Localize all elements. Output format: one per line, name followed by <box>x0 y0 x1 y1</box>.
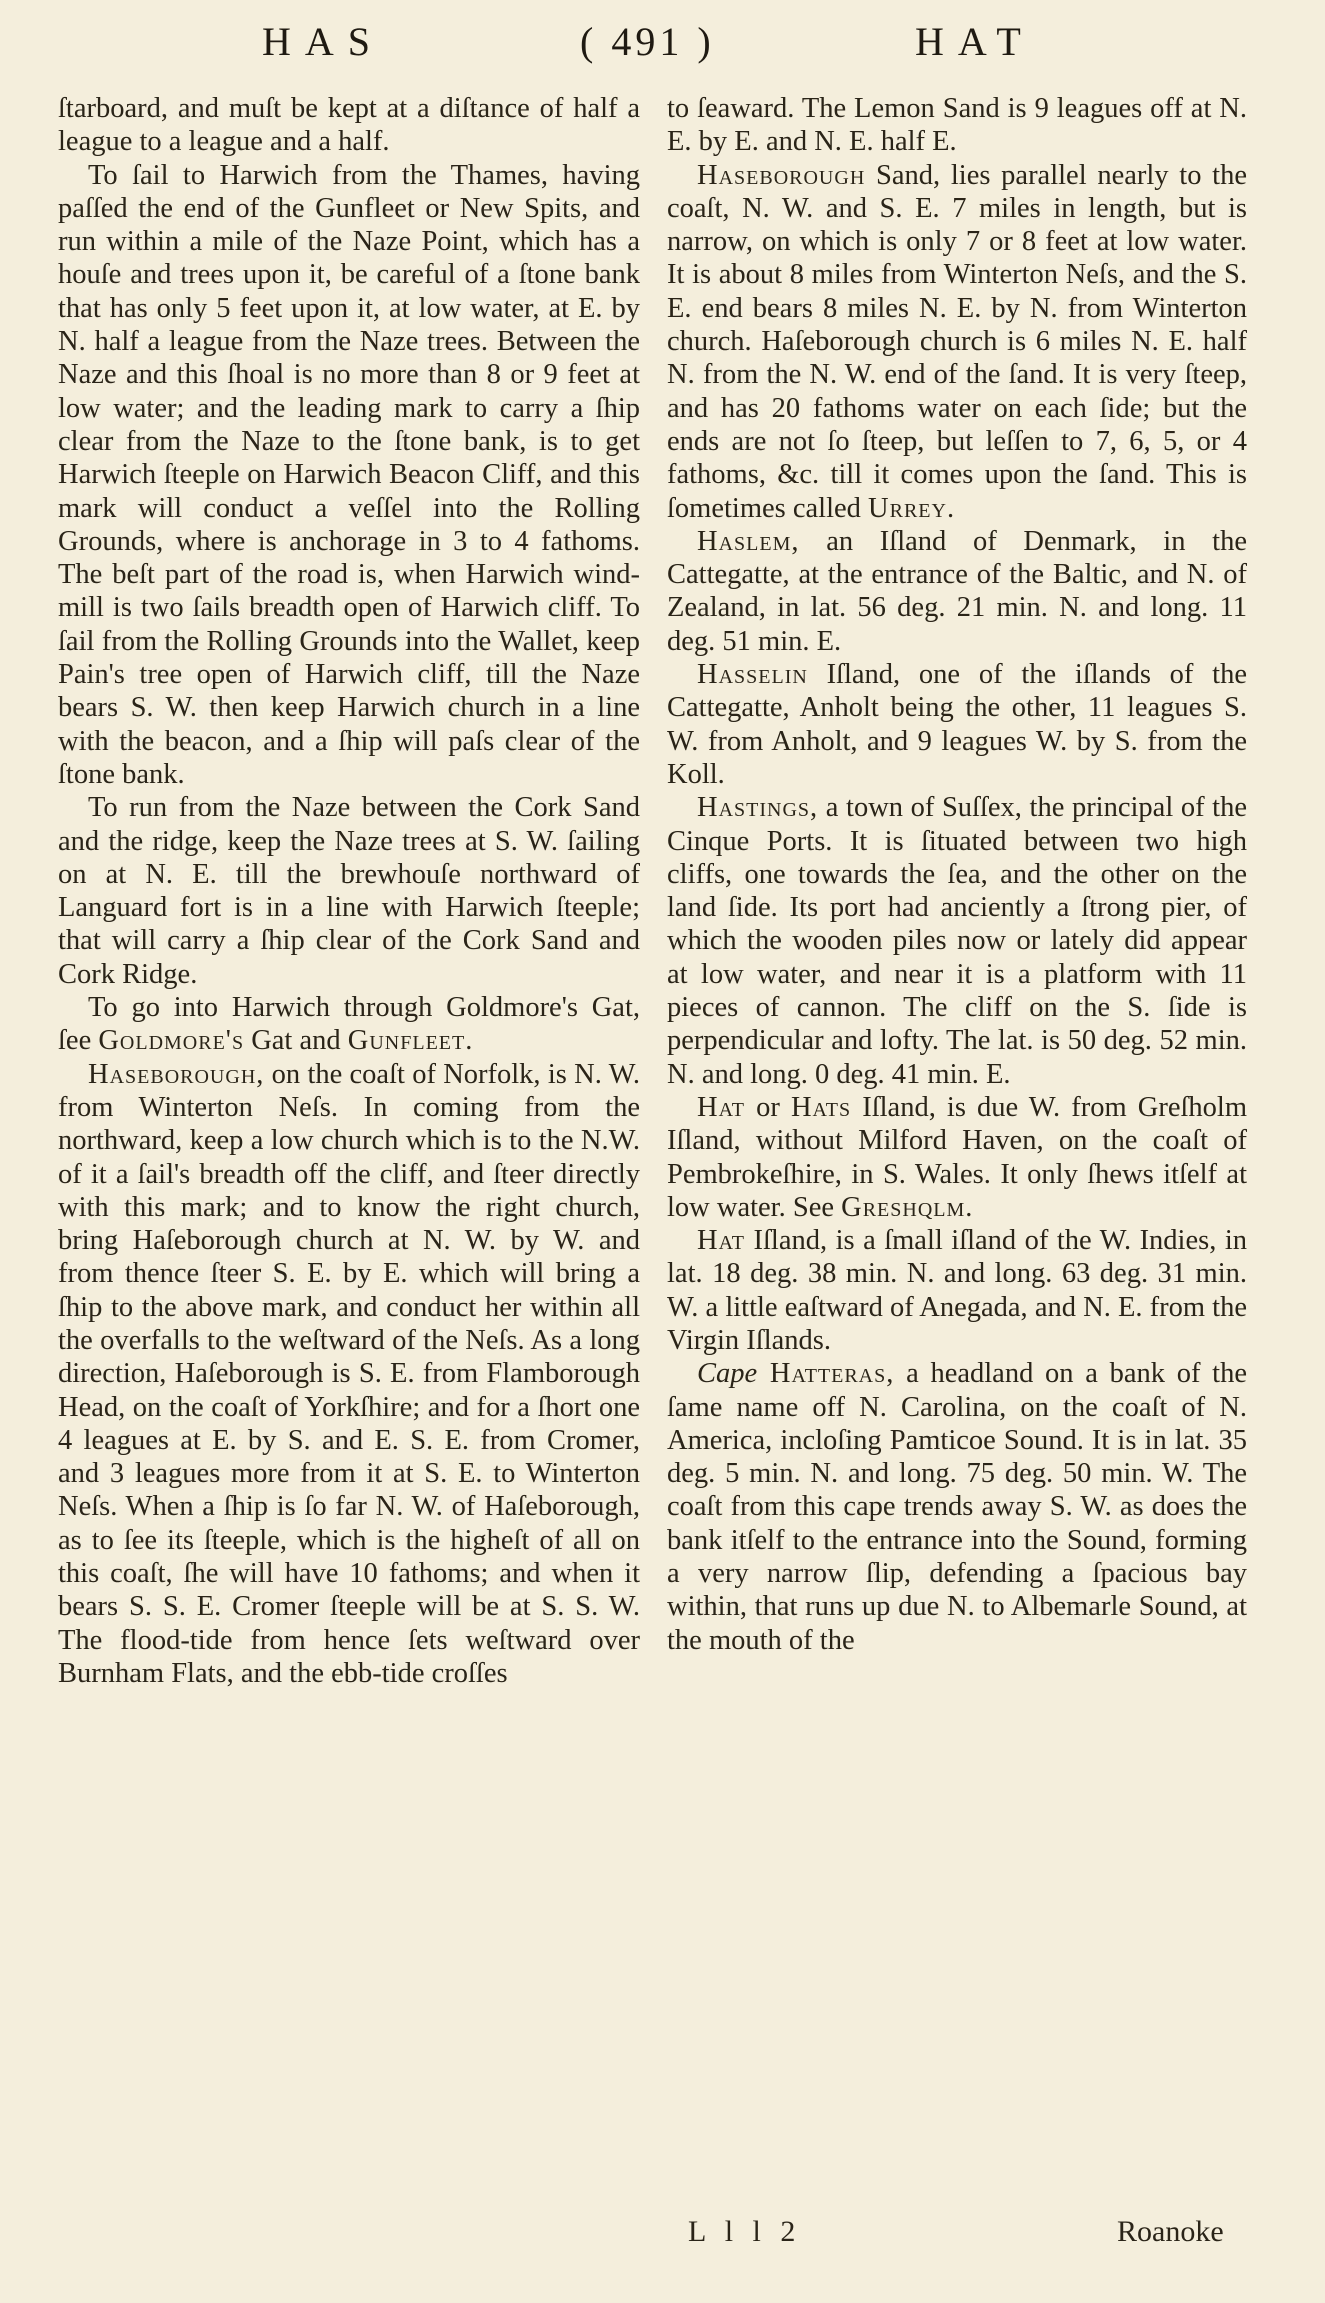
entry-headword: Hatteras, <box>757 1358 895 1390</box>
entry-prefix: Cape <box>697 1358 758 1390</box>
entry-hastings <box>667 791 1247 1091</box>
left-column <box>58 92 640 1690</box>
cross-reference: Gunfleet. <box>347 1025 474 1057</box>
page-number: ( 491 ) <box>580 19 715 64</box>
cross-reference: Goldmore's <box>98 1025 245 1057</box>
entry-text: or <box>745 1091 791 1123</box>
running-header <box>0 18 1325 78</box>
entry-headword: Hat <box>697 1091 746 1123</box>
entry-haseborough-sand <box>667 159 1247 525</box>
header-right-word: HAT <box>915 19 1035 64</box>
entry-headword: Hasselin <box>697 659 808 691</box>
entry-headword: Haseborough <box>697 159 866 191</box>
entry-haslem <box>667 525 1247 658</box>
cross-reference: Greshqlm. <box>841 1191 974 1223</box>
entry-text: a headland on a bank of the ſame name off N. Carolina, on the coaſt of N. America, incloſing Pamticoe Sound. It is in lat. 35 deg. 5 min. N. and long. 75 deg. 50 min. W. The coaſt from this cape trends away S. W. as does the bank itſelf to the entrance into the Sound, forming a very narrow ſlip, defending a ſpacious bay within, that runs up due N. to Albemarle Sound, at the mouth of the <box>667 1358 1247 1656</box>
entry-text: Iſland, is a ſmall iſland of the W. Indies, in lat. 18 deg. 38 min. N. and long. 63 deg. 31 min. W. a little eaſtward of Anegada, and N. E. from the Virgin Iſlands. <box>667 1225 1247 1356</box>
entry-text: Iſland, one of the iſlands of the Cattegatte, Anholt being the other, 11 leagues S. W. from Anholt, and 9 leagues W. by S. from the Koll. <box>667 659 1247 790</box>
text: To go into Harwich through Goldmore's Gat, ſee <box>58 992 640 1057</box>
header-left-word: HAS <box>262 19 385 64</box>
entry-text: an Iſland of Denmark, in the Cattegatte, at the entrance of the Baltic, and N. of Zealand, in lat. 56 deg. 21 min. N. and long. 11 deg. 51 min. E. <box>667 525 1247 657</box>
paragraph-continued: ſtarboard, and muſt be kept at a diſtance of half a league to a league and a half. <box>58 93 640 158</box>
text: Gat and <box>244 1025 348 1057</box>
entry-cape-hatteras <box>667 1357 1247 1657</box>
entry-text: on the coaſt of Norfolk, is N. W. from Winterton Neſs. In coming from the northward, keep a low church which is to the N.W. of it a ſail's breadth off the cliff, and ſteer directly with this mark; and to know the right church, bring Haſeborough church at N. W. by W. and from thence ſteer S. E. by E. which will bring a ſhip to the above mark, and conduct her within all the overfalls to the weſtward of the Neſs. As a long direction, Haſeborough is S. E. from Flamborough Head, on the coaſt of Yorkſhire; and for a ſhort one 4 leagues at E. by S. and E. S. E. from Cromer, and 3 leagues more from it at S. E. to Winterton Neſs. When a ſhip is ſo far N. W. of Haſeborough, as to ſee its ſteeple, which is the higheſt of all on this coaſt, ſhe will have 10 fathoms; and when it bears S. S. E. Cromer ſteeple will be at S. S. W. The flood-tide from hence ſets weſtward over Burnham Flats, and the ebb-tide croſſes <box>58 1058 640 1689</box>
paragraph-harwich-sailing: To ſail to Harwich from the Thames, having paſſed the end of the Gunfleet or New Spits, and run within a mile of the Naze Point, which has a houſe and trees upon it, be careful of a ſtone bank that has only 5 feet upon it, at low water, at E. by N. half a league from the Naze trees. Between the Naze and this ſhoal is no more than 8 or 9 feet at low water; and the leading mark to carry a ſhip clear from the Naze to the ſtone bank, is to get Harwich ſteeple on Harwich Beacon Cliff, and this mark will conduct a veſſel into the Rolling Grounds, where is anchorage in 3 to 4 fathoms. The beſt part of the road is, when Harwich wind-mill is two ſails breadth open of Harwich cliff. To ſail from the Rolling Grounds into the Wallet, keep Pain's tree open of Harwich cliff, till the Naze bears S. W. then keep Harwich church in a line with the beacon, and a ſhip will paſs clear of the ſtone bank. <box>58 159 640 790</box>
entry-hat-island <box>667 1224 1247 1357</box>
signature-mark: L l l 2 <box>688 2215 802 2248</box>
entry-headword: Hat <box>697 1225 746 1257</box>
page-footer <box>0 2215 1325 2255</box>
entry-hasselin <box>667 658 1247 791</box>
paragraph-goldmore-gat <box>58 991 640 1058</box>
entry-haseborough <box>58 1058 640 1691</box>
paragraph-naze-cork-sand: To run from the Naze between the Cork Sand and the ridge, keep the Naze trees at S. W. ſailing on at N. E. till the brewhouſe northward of Languard fort is in a line with Harwich ſteeple; that will carry a ſhip clear of the Cork Sand and Cork Ridge. <box>58 792 640 990</box>
paragraph-continued: to ſeaward. The Lemon Sand is 9 leagues off at N. E. by E. and N. E. half E. <box>667 93 1247 158</box>
entry-hat-or-hats-island <box>667 1091 1247 1224</box>
entry-headword: Haslem, <box>697 525 800 557</box>
entry-headword: Hats <box>790 1091 852 1123</box>
entry-text: Sand, lies parallel nearly to the coaſt, N. W. and S. E. 7 miles in length, but is narrow, on which is only 7 or 8 feet at low water. It is about 8 miles from Winterton Neſs, and the S. E. end bears 8 miles N. E. by N. from Winterton church. Haſeborough church is 6 miles N. E. half N. from the N. W. end of the ſand. It is very ſteep, and has 20 fathoms water on each ſide; but the ends are not ſo ſteep, but leſſen to 7, 6, 5, or 4 fathoms, &c. till it comes upon the ſand. This is ſometimes called <box>667 159 1247 524</box>
entry-text: a town of Suſſex, the principal of the Cinque Ports. It is ſituated between two high cliffs, one towards the ſea, and the other on the land ſide. Its port had anciently a ſtrong pier, of which the wooden piles now or lately did appear at low water, and near it is a platform with 11 pieces of cannon. The cliff on the S. ſide is perpendicular and lofty. The lat. is 50 deg. 52 min. N. and long. 0 deg. 41 min. E. <box>667 792 1247 1090</box>
right-column <box>667 92 1247 1657</box>
entry-headword: Haseborough, <box>88 1058 265 1090</box>
catchword: Roanoke <box>1117 2215 1224 2248</box>
cross-reference: Urrey. <box>868 492 956 524</box>
entry-text: Iſland, is due W. from Greſholm Iſland, without Milford Haven, on the coaſt of Pembrokeſhire, in S. Wales. It only ſhews itſelf at low water. See <box>667 1091 1247 1223</box>
entry-headword: Hastings, <box>697 792 819 824</box>
